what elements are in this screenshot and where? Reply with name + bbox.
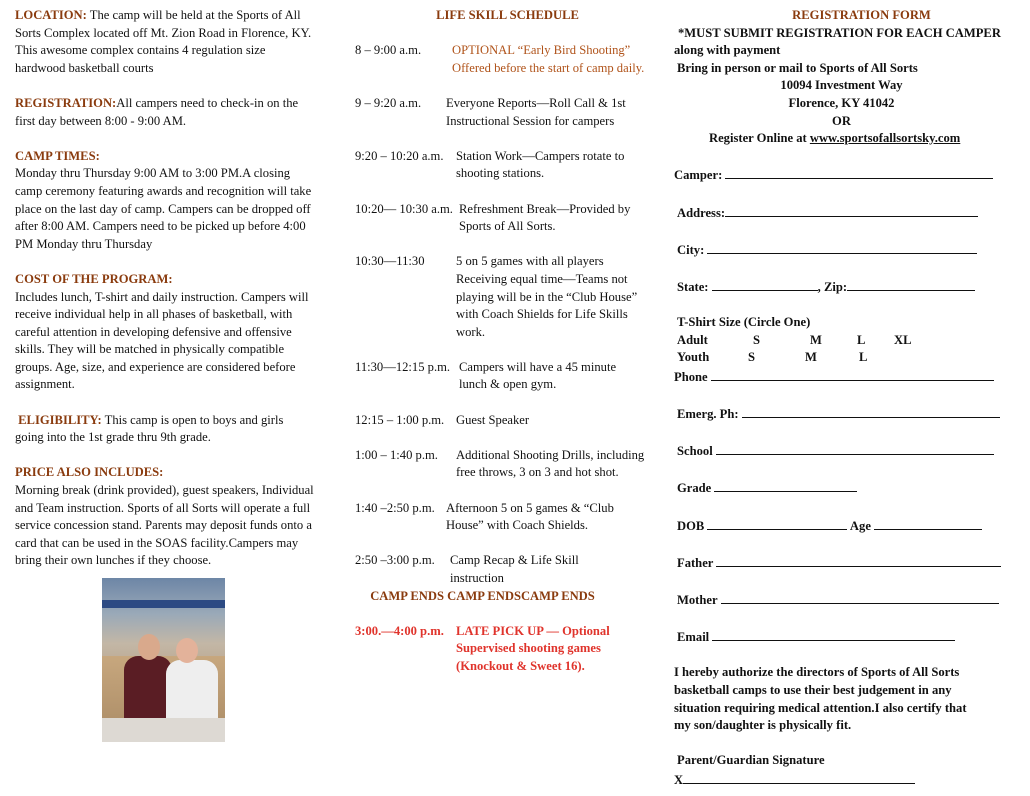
schedule-time: 2:50 –3:00 p.m. bbox=[355, 553, 435, 568]
cost-label: COST OF THE PROGRAM: bbox=[15, 271, 173, 286]
price-text: Morning break (drink provided), guest speakers, Individual and Team instruction. Sports of all Sorts will operate a full service concession stand. Parents may deposit funds onto a card that can be used in the SOAS facility.Campers may bring their own lunches if they choose. bbox=[15, 483, 314, 568]
cost-text: Includes lunch, T-shirt and daily instruction. Campers will receive individual help in all phases of basketball, with careful attention in developing defensive and offensive skills. They will be matched in physically compatible groups. Age, size, and experience are considered before assignment. bbox=[15, 289, 309, 392]
school-field[interactable] bbox=[674, 441, 1019, 461]
schedule-desc: Afternoon 5 on 5 games & “Club House” with Coach Shields. bbox=[446, 500, 614, 533]
dob-input-line[interactable] bbox=[707, 516, 847, 530]
schedule-row bbox=[355, 447, 660, 482]
schedule-desc: Additional Shooting Drills, including free throws, 3 on 3 and hot shot. bbox=[456, 447, 645, 480]
city-label: City: bbox=[677, 242, 705, 257]
schedule-time: 9 – 9:20 a.m. bbox=[355, 95, 422, 110]
location-label: LOCATION: bbox=[15, 8, 87, 22]
info-column bbox=[15, 7, 315, 742]
register-online-label: Register Online at bbox=[709, 131, 810, 146]
grade-input-line[interactable] bbox=[714, 478, 857, 492]
schedule-time: 1:40 –2:50 p.m. bbox=[355, 500, 435, 515]
location-section bbox=[15, 7, 315, 77]
camp-ends: CAMP ENDS CAMP ENDSCAMP ENDS bbox=[370, 588, 595, 603]
schedule-row bbox=[355, 201, 660, 236]
age-input-line[interactable] bbox=[874, 516, 982, 530]
mail-address-2: Florence, KY 41042 bbox=[788, 95, 895, 110]
registration-form bbox=[674, 7, 1019, 790]
zip-input-line[interactable] bbox=[847, 277, 975, 291]
mother-label: Mother bbox=[677, 593, 718, 607]
late-pickup-row bbox=[355, 623, 660, 676]
schedule-time: 9:20 – 10:20 a.m. bbox=[355, 148, 444, 163]
grade-field[interactable] bbox=[674, 478, 1019, 498]
mother-input-line[interactable] bbox=[721, 590, 999, 604]
state-zip-field[interactable] bbox=[674, 277, 1019, 297]
youth-label: Youth bbox=[677, 350, 710, 365]
schedule-desc: Campers will have a 45 minute lunch & open gym. bbox=[459, 359, 617, 392]
schedule-row bbox=[355, 95, 660, 130]
adult-size-l[interactable]: L bbox=[857, 332, 866, 347]
late-pickup-time: 3:00.—4:00 p.m. bbox=[355, 623, 444, 638]
adult-size-xl[interactable]: XL bbox=[894, 332, 912, 347]
address-input-line[interactable] bbox=[725, 203, 978, 217]
mail-address-1: 10094 Investment Way bbox=[780, 78, 903, 93]
city-input-line[interactable] bbox=[707, 240, 977, 254]
signature-field[interactable] bbox=[674, 770, 1019, 790]
registration-text: All campers need to check-in on the first day between 8:00 - 9:00 AM. bbox=[15, 95, 299, 128]
mother-field[interactable] bbox=[674, 590, 1019, 610]
age-label: Age bbox=[849, 518, 871, 533]
zip-label: , Zip: bbox=[817, 279, 848, 294]
schedule-desc: Guest Speaker bbox=[456, 412, 530, 427]
signature-label: Parent/Guardian Signature bbox=[677, 753, 825, 768]
city-field[interactable] bbox=[674, 240, 1019, 260]
register-online bbox=[674, 130, 1019, 148]
schedule-row bbox=[355, 359, 660, 394]
email-label: Email bbox=[677, 630, 710, 645]
schedule-row bbox=[355, 500, 660, 535]
schedule-row bbox=[355, 148, 660, 183]
adult-label: Adult bbox=[677, 332, 708, 347]
medical-authorization: I hereby authorize the directors of Sports of All Sorts basketball camps to use their best judgement in any situation requiring medical attention.I also certify that my son/daughter is physically fit. bbox=[674, 665, 967, 733]
emergency-phone-field[interactable] bbox=[674, 404, 1019, 424]
camper-label: Camper: bbox=[674, 168, 723, 183]
camp-times-label: CAMP TIMES: bbox=[15, 148, 100, 163]
schedule-time: 10:30—11:30 bbox=[355, 254, 425, 269]
payment-note: along with payment bbox=[674, 43, 781, 58]
schedule-row bbox=[355, 253, 660, 341]
address-label: Address: bbox=[677, 205, 726, 220]
adult-size-s[interactable]: S bbox=[753, 332, 761, 347]
schedule-title: LIFE SKILL SCHEDULE bbox=[436, 8, 579, 22]
email-field[interactable] bbox=[674, 627, 1019, 647]
school-input-line[interactable] bbox=[716, 441, 994, 455]
signature-x: X bbox=[674, 772, 684, 787]
dob-label: DOB bbox=[677, 518, 705, 533]
registration-label: REGISTRATION: bbox=[15, 95, 117, 110]
schedule-row bbox=[355, 42, 660, 77]
website-link[interactable]: www.sportsofallsortsky.com bbox=[809, 131, 961, 146]
schedule-desc: Refreshment Break—Provided by Sports of All Sorts. bbox=[459, 201, 631, 234]
signature-input-line[interactable] bbox=[683, 770, 915, 784]
schedule-time: 11:30—12:15 p.m. bbox=[355, 359, 451, 374]
address-field[interactable] bbox=[674, 203, 1019, 223]
schedule-time: 10:20— 10:30 a.m. bbox=[355, 201, 453, 216]
camp-times-text: Monday thru Thursday 9:00 AM to 3:00 PM.A closing camp ceremony featuring awards and recognition will take place on the last day of camp. Campers can be dropped off after 8:00 AM. Campers need to be picked up before 4:00 PM Monday thru Thursday bbox=[15, 166, 312, 251]
emergency-phone-label: Emerg. Ph: bbox=[677, 407, 739, 422]
tshirt-label: T-Shirt Size (Circle One) bbox=[677, 315, 811, 330]
camper-field[interactable] bbox=[674, 165, 1019, 185]
adult-size-row bbox=[674, 332, 1019, 350]
form-title: REGISTRATION FORM bbox=[792, 8, 931, 22]
or-text: OR bbox=[832, 113, 851, 128]
phone-label: Phone bbox=[674, 369, 708, 384]
state-label: State: bbox=[677, 279, 709, 294]
schedule-time: 8 – 9:00 a.m. bbox=[355, 43, 422, 58]
must-submit-note: *MUST SUBMIT REGISTRATION FOR EACH CAMPER bbox=[678, 25, 1001, 40]
schedule-desc: Camp Recap & Life Skill instruction bbox=[450, 553, 579, 585]
adult-size-m[interactable]: M bbox=[810, 332, 822, 347]
schedule-time: 12:15 – 1:00 p.m. bbox=[355, 412, 445, 427]
price-label: PRICE ALSO INCLUDES: bbox=[15, 465, 164, 480]
state-input-line[interactable] bbox=[712, 277, 818, 291]
youth-size-m[interactable]: M bbox=[805, 350, 817, 365]
camp-times-section bbox=[15, 148, 315, 254]
coaches-photo bbox=[102, 578, 225, 742]
schedule-desc: OPTIONAL “Early Bird Shooting” Offered before the start of camp daily. bbox=[452, 43, 645, 75]
location-text: The camp will be held at the Sports of All Sorts Complex located off Mt. Zion Road in Florence, KY. This awesome complex contains 4 regulation size hardwood basketball courts bbox=[15, 8, 312, 75]
youth-size-l[interactable]: L bbox=[859, 350, 868, 365]
phone-input-line[interactable] bbox=[711, 367, 994, 381]
bring-in-note: Bring in person or mail to Sports of All Sorts bbox=[677, 60, 918, 75]
father-label: Father bbox=[677, 555, 714, 570]
father-input-line[interactable] bbox=[716, 553, 1001, 567]
cost-section bbox=[15, 271, 315, 394]
youth-size-s[interactable]: S bbox=[748, 350, 756, 365]
email-input-line[interactable] bbox=[712, 627, 955, 641]
registration-section bbox=[15, 95, 315, 130]
schedule-desc: Station Work—Campers rotate to shooting stations. bbox=[456, 148, 625, 181]
schedule-desc: Everyone Reports—Roll Call & 1st Instructional Session for campers bbox=[446, 95, 626, 128]
eligibility-label: ELIGIBILITY: bbox=[18, 412, 102, 427]
schedule-row bbox=[355, 552, 660, 587]
father-field[interactable] bbox=[674, 553, 1019, 573]
grade-label: Grade bbox=[677, 481, 712, 496]
phone-field[interactable] bbox=[674, 367, 1019, 387]
camper-input-line[interactable] bbox=[725, 165, 993, 179]
emergency-phone-input-line[interactable] bbox=[742, 404, 1000, 418]
youth-size-row bbox=[674, 349, 1019, 367]
eligibility-section bbox=[15, 412, 315, 447]
late-pickup-desc: LATE PICK UP — Optional Supervised shooting games (Knockout & Sweet 16). bbox=[456, 623, 610, 673]
price-section bbox=[15, 464, 315, 570]
schedule-time: 1:00 – 1:40 p.m. bbox=[355, 447, 438, 462]
dob-age-field[interactable] bbox=[674, 516, 1019, 536]
schedule-desc: 5 on 5 games with all players Receiving equal time—Teams not playing will be in the “Club House” with Coach Shields for Life Skills work. bbox=[456, 254, 638, 339]
eligibility-text: This camp is open to boys and girls going into the 1st grade thru 9th grade. bbox=[15, 412, 284, 445]
schedule-row bbox=[355, 412, 660, 430]
schedule-column bbox=[355, 7, 660, 693]
school-label: School bbox=[677, 444, 713, 459]
